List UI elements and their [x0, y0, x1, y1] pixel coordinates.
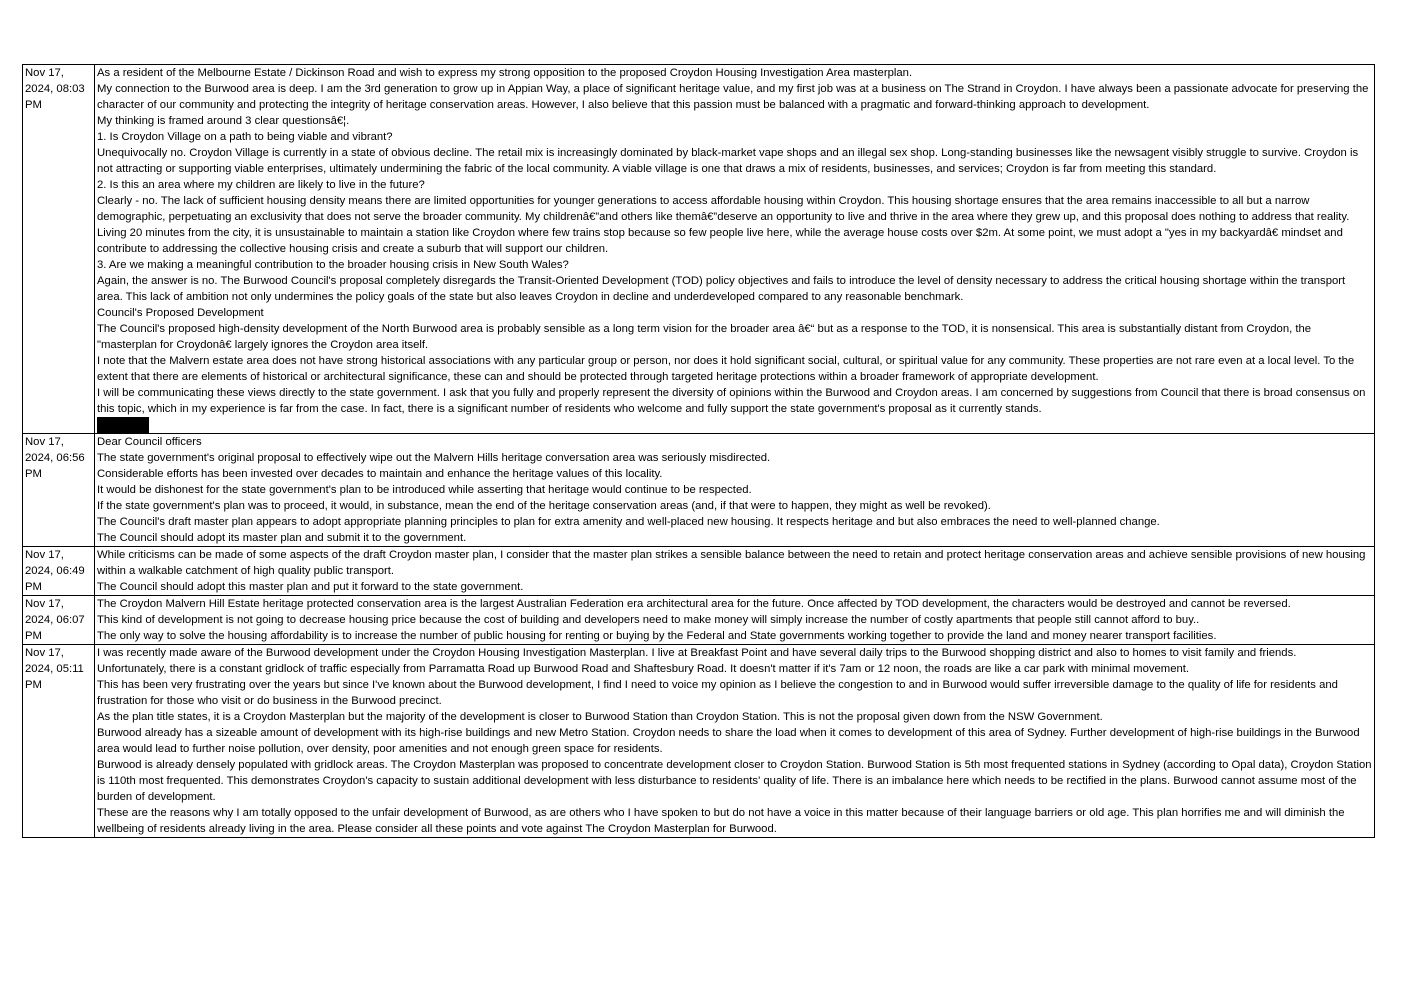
- submission-line: The Council should adopt its master plan and submit it to the government.: [97, 532, 467, 544]
- submission-line: The Council should adopt this master plan and put it forward to the state government.: [97, 581, 524, 593]
- submission-line: It would be dishonest for the state government's plan to be introduced while asserting that heritage would continue to be respected.: [97, 484, 752, 496]
- submission-text: [95, 547, 1375, 596]
- submission-line: Dear Council officers: [97, 436, 202, 448]
- submission-line: Again, the answer is no. The Burwood Council's proposal completely disregards the Transit-Oriented Development (TOD) policy objectives and fails to introduce the level of density necessary to address the critical housing shortage within the transport area. This lack of ambition not only undermines the policy goals of the state but also leaves Croydon in decline and underdeveloped compared to any reasonable benchmark.: [97, 275, 1346, 303]
- submission-date: Nov 17, 2024, 06:07 PM: [23, 596, 95, 645]
- redaction-block: [97, 417, 149, 433]
- submission-line: Living 20 minutes from the city, it is unsustainable to maintain a station like Croydon where few trains stop because so few people live here, while the average house costs over $2m. At some point, we must adopt a "yes in my backyardâ€ mindset and contribute to addressing the collective housing crisis and create a suburb that will support our children.: [97, 227, 1343, 255]
- submission-line: This has been very frustrating over the years but since I've known about the Burwood development, I find I need to voice my opinion as I believe the congestion to and in Burwood would suffer irreversible damage to the quality of life for residents and frustration for those who visit or do business in the Burwood precinct.: [97, 679, 1338, 707]
- submission-line: Council's Proposed Development: [97, 307, 264, 319]
- submission-row: [23, 547, 1375, 596]
- submission-text: [95, 596, 1375, 645]
- submission-row: [23, 65, 1375, 434]
- submission-line: 1. Is Croydon Village on a path to being viable and vibrant?: [97, 131, 393, 143]
- submission-line: My connection to the Burwood area is deep. I am the 3rd generation to grow up in Appian Way, a place of significant heritage value, and my first job was at a business on The Strand in Croydon. I have always been a passionate advocate for preserving the character of our community and protecting the integrity of heritage conservation areas. However, I also believe that this passion must be balanced with a pragmatic and forward-thinking approach to development.: [97, 83, 1369, 111]
- submission-line: 3. Are we making a meaningful contribution to the broader housing crisis in New South Wales?: [97, 259, 569, 271]
- submission-text: [95, 645, 1375, 838]
- submission-line: Unequivocally no. Croydon Village is currently in a state of obvious decline. The retail mix is increasingly dominated by black-market vape shops and an illegal sex shop. Long-standing businesses like the newsagent visibly struggle to survive. Croydon is not attracting or supporting viable enterprises, ultimately undermining the fabric of the local community. A viable village is one that draws a mix of residents, businesses, and services; Croydon is far from meeting this standard.: [97, 147, 1359, 175]
- submission-line: Burwood already has a sizeable amount of development with its high-rise buildings and new Metro Station. Croydon needs to share the load when it comes to development of this area of Sydney. Further development of high-rise buildings in the Burwood area would lead to further noise pollution, over density, poor amenities and not enough green space for residents.: [97, 727, 1360, 755]
- submission-date: Nov 17, 2024, 05:11 PM: [23, 645, 95, 838]
- submission-line: If the state government's plan was to proceed, it would, in substance, mean the end of the heritage conservation areas (and, if that were to happen, they might as well be revoked).: [97, 500, 991, 512]
- submission-row: [23, 434, 1375, 547]
- submission-line: I note that the Malvern estate area does not have strong historical associations with any particular group or person, nor does it hold significant social, cultural, or spiritual value for any community. These properties are not rare even at a local level. To the extent that there are elements of historical or architectural significance, these can and should be protected through targeted heritage protections within a broader framework of appropriate development.: [97, 355, 1355, 383]
- submission-line: While criticisms can be made of some aspects of the draft Croydon master plan, I consider that the master plan strikes a sensible balance between the need to retain and protect heritage conservation areas and achieve sensible provisions of new housing within a walkable catchment of high quality public transport.: [97, 549, 1366, 577]
- submission-line: The Council's proposed high-density development of the North Burwood area is probably sensible as a long term vision for the broader area â€“ but as a response to the TOD, it is nonsensical. This area is substantially distant from Croydon, the "masterplan for Croydonâ€ largely ignores the Croydon area itself.: [97, 323, 1312, 351]
- submission-line: Burwood is already densely populated with gridlock areas. The Croydon Masterplan was proposed to concentrate development closer to Croydon Station. Burwood Station is 5th most frequented stations in Sydney (according to Opal data), Croydon Station is 110th most frequented. This demonstrates Croydon's capacity to sustain additional development with less disturbance to residents' quality of life. There is an imbalance here which needs to be rectified in the plans. Burwood cannot assume most of the burden of development.: [97, 759, 1372, 803]
- submission-line: I was recently made aware of the Burwood development under the Croydon Housing Investigation Masterplan. I live at Breakfast Point and have several daily trips to the Burwood shopping district and also to homes to visit family and friends.: [97, 647, 1297, 659]
- submission-date: Nov 17, 2024, 06:49 PM: [23, 547, 95, 596]
- submission-line: The only way to solve the housing affordability is to increase the number of public housing for renting or buying by the Federal and State governments working together to provide the land and money nearer transport facilities.: [97, 630, 1217, 642]
- submission-line: 2. Is this an area where my children are likely to live in the future?: [97, 179, 425, 191]
- submission-line: I will be communicating these views directly to the state government. I ask that you fully and properly represent the diversity of opinions within the Burwood and Croydon areas. I am concerned by suggestions from Council that there is broad consensus on this topic, which in my experience is far from the case. In fact, there is a significant number of residents who welcome and fully support the state government's proposal as it currently stands.: [97, 387, 1366, 415]
- submission-line: As the plan title states, it is a Croydon Masterplan but the majority of the development is closer to Burwood Station than Croydon Station. This is not the proposal given down from the NSW Government.: [97, 711, 1103, 723]
- submission-line: These are the reasons why I am totally opposed to the unfair development of Burwood, as are others who I have spoken to but do not have a voice in this matter because of their language barriers or old age. This plan horrifies me and will diminish the wellbeing of residents already living in the area. Please consider all these points and vote against The Croydon Masterplan for Burwood.: [97, 807, 1345, 835]
- submission-line: My thinking is framed around 3 clear questionsâ€¦.: [97, 115, 350, 127]
- submission-date: Nov 17, 2024, 06:56 PM: [23, 434, 95, 547]
- submission-line: The Council's draft master plan appears to adopt appropriate planning principles to plan for extra amenity and well-placed new housing. It respects heritage and but also embraces the need to well-planned change.: [97, 516, 1160, 528]
- submission-line: The Croydon Malvern Hill Estate heritage protected conservation area is the largest Australian Federation era architectural area for the future. Once affected by TOD development, the characters would be destroyed and cannot be reversed.: [97, 598, 1291, 610]
- submission-line: As a resident of the Melbourne Estate / Dickinson Road and wish to express my strong opposition to the proposed Croydon Housing Investigation Area masterplan.: [97, 67, 913, 79]
- submission-line: Clearly - no. The lack of sufficient housing density means there are limited opportunities for younger generations to access affordable housing within Croydon. This housing shortage ensures that the area remains inaccessible to all but a narrow demographic, perpetuating an exclusivity that does not serve the broader community. My childrenâ€”and others like themâ€”deserve an opportunity to live and thrive in the area where they grew up, and this proposal does nothing to address that reality.: [97, 195, 1350, 223]
- submission-line: Considerable efforts has been invested over decades to maintain and enhance the heritage values of this locality.: [97, 468, 663, 480]
- submission-date: Nov 17, 2024, 08:03 PM: [23, 65, 95, 434]
- submission-row: [23, 645, 1375, 838]
- submission-row: [23, 596, 1375, 645]
- submissions-table: [22, 64, 1375, 838]
- submission-line: Unfortunately, there is a constant gridlock of traffic especially from Parramatta Road up Burwood Road and Shaftesbury Road. It doesn't matter if it's 7am or 12 noon, the roads are like a car park with minimal movement.: [97, 663, 1190, 675]
- submission-text: [95, 434, 1375, 547]
- submission-line: The state government's original proposal to effectively wipe out the Malvern Hills heritage conversation area was seriously misdirected.: [97, 452, 771, 464]
- submission-line: This kind of development is not going to decrease housing price because the cost of building and developers need to make money will simply increase the number of costly apartments that people still cannot afford to buy..: [97, 614, 1200, 626]
- submission-text: [95, 65, 1375, 434]
- submissions-body: [23, 65, 1375, 838]
